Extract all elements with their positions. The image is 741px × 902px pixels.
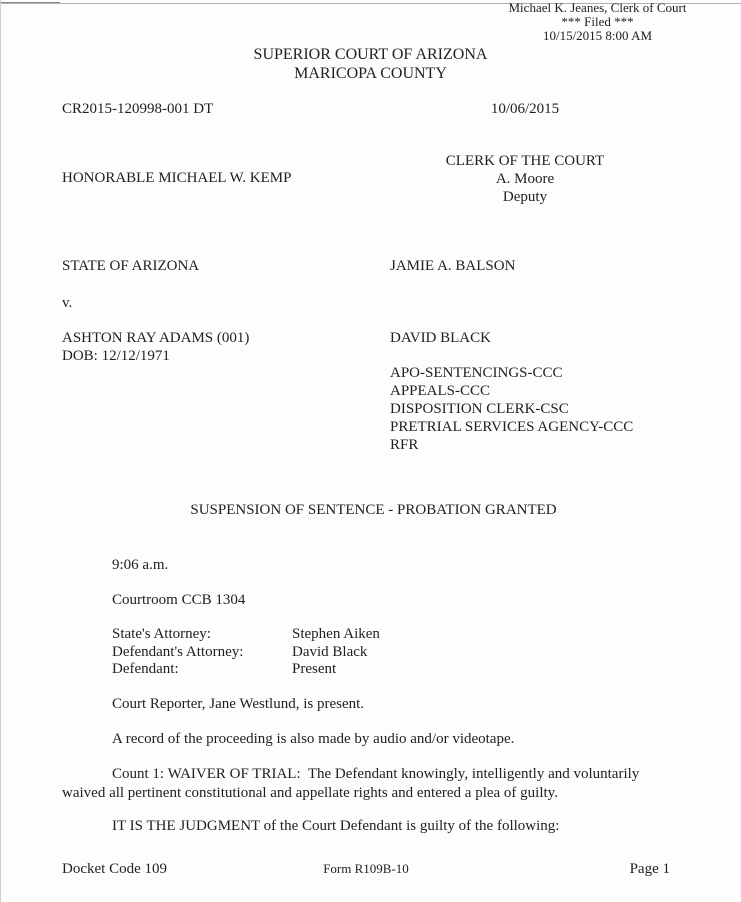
appearance-value: Stephen Aiken [292,626,380,642]
distribution-item: PRETRIAL SERVICES AGENCY-CCC [390,419,634,435]
appearance-row [112,644,380,662]
court-title-block [0,45,741,83]
defendant-dob: DOB: 12/12/1971 [62,348,170,364]
versus: v. [62,295,73,311]
court-reporter-line: Court Reporter, Jane Westlund, is present. [112,696,365,712]
judge-name: HONORABLE MICHAEL W. KEMP [62,170,292,186]
minute-entry-title: SUSPENSION OF SENTENCE - PROBATION GRANTED [190,502,557,518]
hearing-date: 10/06/2015 [490,101,560,117]
county-name: MARICOPA COUNTY [294,65,447,82]
clerk-judge-row [0,152,741,206]
appearance-label: State's Attorney: [112,626,211,642]
distribution-item: APO-SENTENCINGS-CCC [390,365,563,381]
deputy-clerk-name: A. Moore [495,171,555,187]
case-number: CR2015-120998-001 DT [62,101,214,117]
filed-stamp-line: *** Filed *** [561,13,634,29]
courtroom: Courtroom CCB 1304 [112,592,246,608]
hearing-time: 9:06 a.m. [112,557,169,573]
defendant-attorney: DAVID BLACK [390,330,491,346]
appearance-label: Defendant: [112,661,179,677]
parties-row [0,258,741,275]
plaintiff-name: STATE OF ARIZONA [62,258,200,274]
appearance-value: David Black [292,643,368,660]
footer-page-number: Page 1 [629,861,670,877]
appearance-row [112,626,380,644]
clerk-heading: CLERK OF THE COURT [445,153,605,169]
defense-block [390,329,660,454]
case-header-row [0,101,741,118]
judgment-line: IT IS THE JUDGMENT of the Court Defendant is guilty of the following: [112,818,560,834]
clerk-block [390,152,660,206]
footer-docket-code: Docket Code 109 [62,861,167,877]
appearance-label: Defendant's Attorney: [112,643,244,660]
record-line: A record of the proceeding is also made by audio and/or videotape. [112,731,515,747]
count1-paragraph: Count 1: WAIVER OF TRIAL: The Defendant knowingly, intelligently and voluntarily waived all pertinent constitutional and appellate rights and entered a plea of guilty. [62,766,644,801]
defendant-row [0,329,741,454]
distribution-list [390,364,660,454]
appearances-table [112,626,380,679]
distribution-item: DISPOSITION CLERK-CSC [390,401,569,417]
defendant-block [62,329,390,454]
footer-form-number: Form R109B-10 [323,861,409,876]
deputy-role: Deputy [502,189,548,205]
clerk-of-court-stamp-line: Michael K. Jeanes, Clerk of Court [508,0,687,15]
appearance-row [112,661,380,679]
scan-artifact-corner-mark [0,2,60,3]
plaintiff-attorney: JAMIE A. BALSON [390,258,516,274]
appearance-value: Present [292,661,337,677]
page-footer [62,861,670,878]
distribution-item: APPEALS-CCC [390,383,491,399]
court-name: SUPERIOR COURT OF ARIZONA [253,46,488,63]
distribution-item: RFR [390,437,419,453]
filed-datetime: 10/15/2015 8:00 AM [542,27,653,43]
filed-stamp [490,1,705,42]
defendant-name: ASHTON RAY ADAMS (001) [62,330,250,346]
